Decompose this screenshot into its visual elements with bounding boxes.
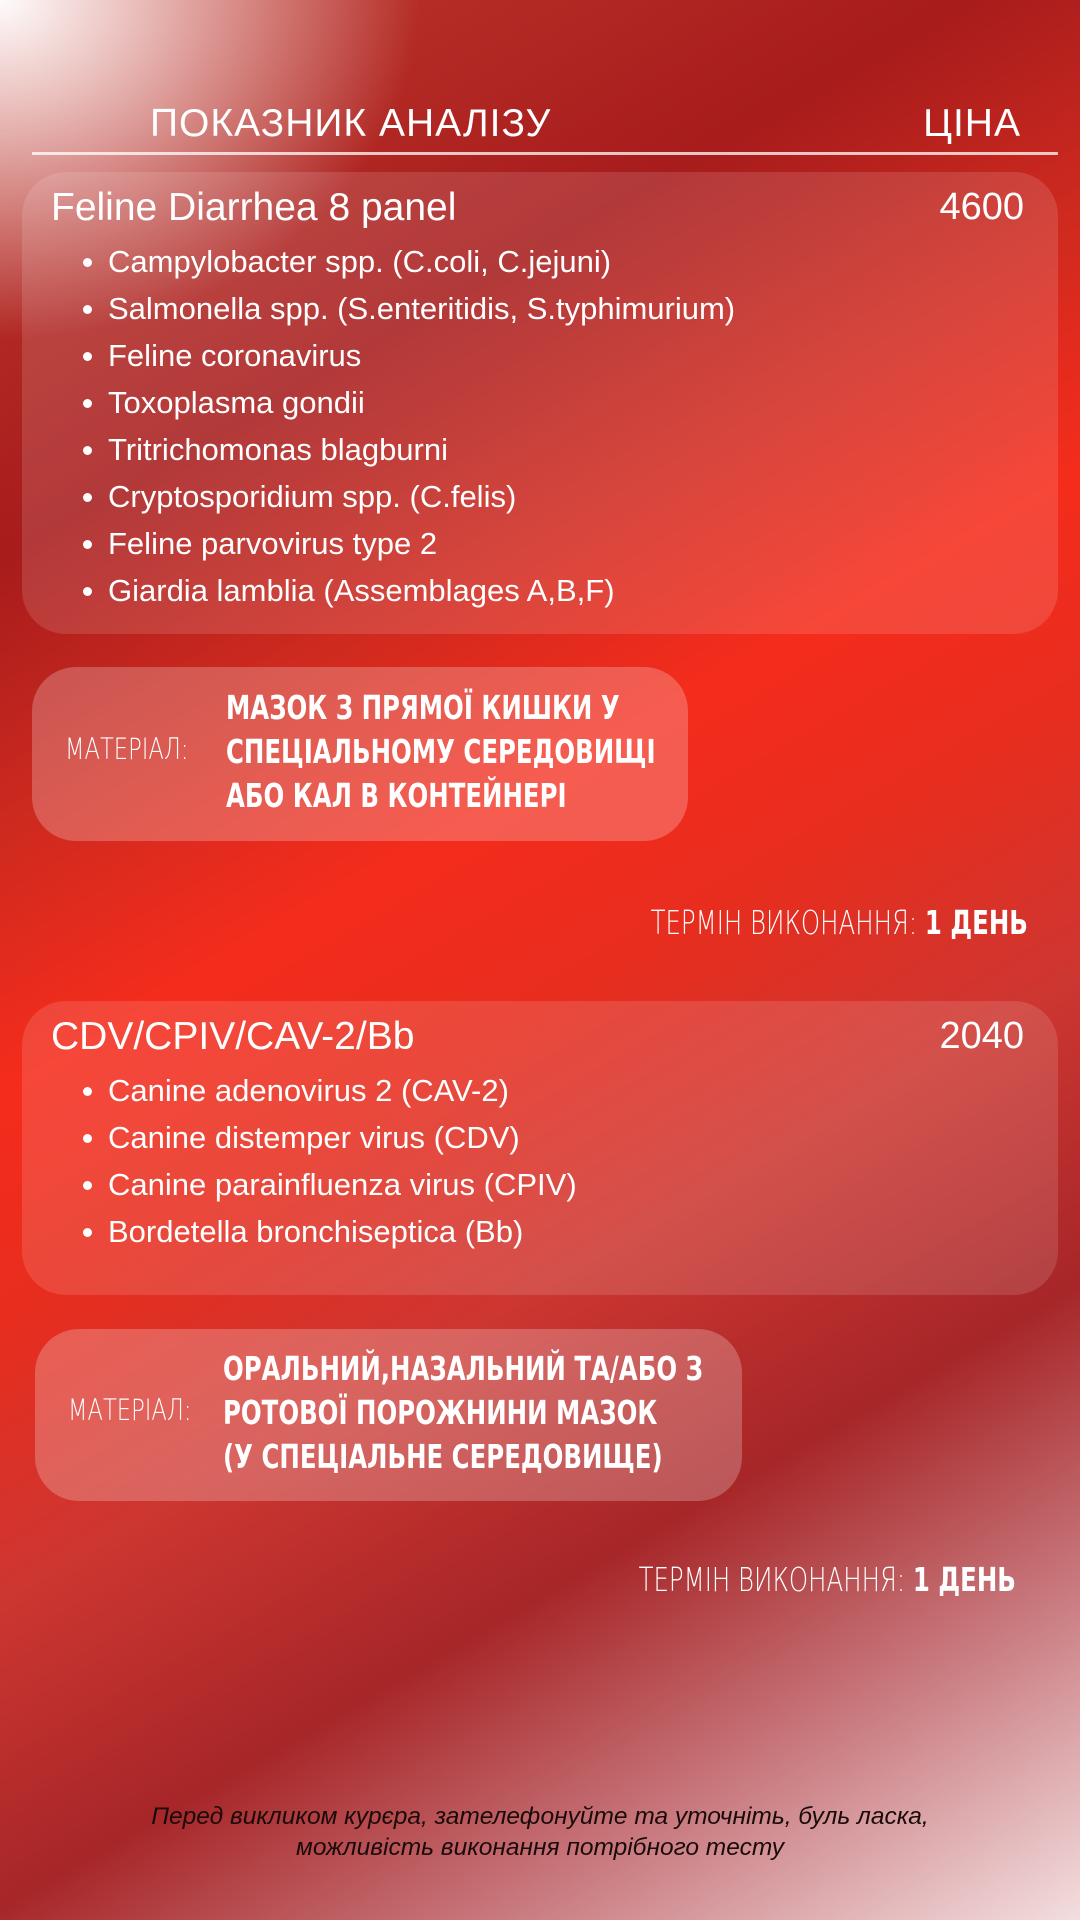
list-item: Feline parvovirus type 2 <box>108 520 735 567</box>
column-header-price: ЦІНА <box>923 102 1021 145</box>
list-item: Canine adenovirus 2 (CAV-2) <box>108 1067 577 1114</box>
test-panel-items <box>108 1067 577 1255</box>
material-box <box>35 1329 742 1501</box>
list-item: Canine distemper virus (CDV) <box>108 1114 577 1161</box>
material-line: РОТОВОЇ ПОРОЖНИНИ МАЗОК <box>223 1393 658 1432</box>
material-line: (У СПЕЦІАЛЬНЕ СЕРЕДОВИЩЕ) <box>223 1437 663 1476</box>
turnaround-label: ТЕРМІН ВИКОНАННЯ: <box>650 903 918 942</box>
test-panel-card <box>22 1001 1058 1295</box>
footer-note <box>0 1801 1080 1863</box>
list-item: Campylobacter spp. (C.coli, C.jejuni) <box>108 238 735 285</box>
list-item: Giardia lamblia (Assemblages A,B,F) <box>108 567 735 614</box>
footer-line: Перед викликом курєра, зателефонуйте та уточніть, буль ласка, <box>151 1803 929 1830</box>
material-line: МАЗОК З ПРЯМОЇ КИШКИ У <box>226 688 620 727</box>
test-panel-price: 4600 <box>939 186 1024 228</box>
material-label: МАТЕРІАЛ: <box>65 732 189 766</box>
test-panel-items <box>108 238 735 614</box>
turnaround-label: ТЕРМІН ВИКОНАННЯ: <box>638 1560 906 1599</box>
footer-line: можливість виконання потрібного тесту <box>296 1834 784 1861</box>
list-item: Canine parainfluenza virus (CPIV) <box>108 1161 577 1208</box>
list-item: Bordetella bronchiseptica (Bb) <box>108 1208 577 1255</box>
list-item: Toxoplasma gondii <box>108 379 735 426</box>
material-description <box>226 686 656 818</box>
turnaround-time <box>651 903 1028 942</box>
header-divider <box>32 152 1058 155</box>
list-item: Salmonella spp. (S.enteritidis, S.typhimurium) <box>108 285 735 332</box>
turnaround-value: 1 ДЕНЬ <box>913 1560 1016 1599</box>
test-panel-title: Feline Diarrhea 8 panel <box>51 186 457 229</box>
material-line: СПЕЦІАЛЬНОМУ СЕРЕДОВИЩІ <box>226 732 656 771</box>
turnaround-value: 1 ДЕНЬ <box>925 903 1028 942</box>
list-item: Tritrichomonas blagburni <box>108 426 735 473</box>
turnaround-time <box>639 1560 1016 1599</box>
list-item: Cryptosporidium spp. (C.felis) <box>108 473 735 520</box>
material-line: ОРАЛЬНИЙ,НАЗАЛЬНИЙ ТА/АБО З <box>223 1349 703 1388</box>
test-panel-title: CDV/CPIV/CAV-2/Bb <box>51 1015 415 1058</box>
test-panel-price: 2040 <box>939 1015 1024 1057</box>
test-panel-card <box>22 172 1058 634</box>
column-header-indicator: ПОКАЗНИК АНАЛІЗУ <box>150 102 552 145</box>
material-line: АБО КАЛ В КОНТЕЙНЕРІ <box>226 776 567 815</box>
material-label: МАТЕРІАЛ: <box>68 1393 192 1427</box>
list-item: Feline coronavirus <box>108 332 735 379</box>
material-box <box>32 667 688 841</box>
material-description <box>223 1347 703 1479</box>
